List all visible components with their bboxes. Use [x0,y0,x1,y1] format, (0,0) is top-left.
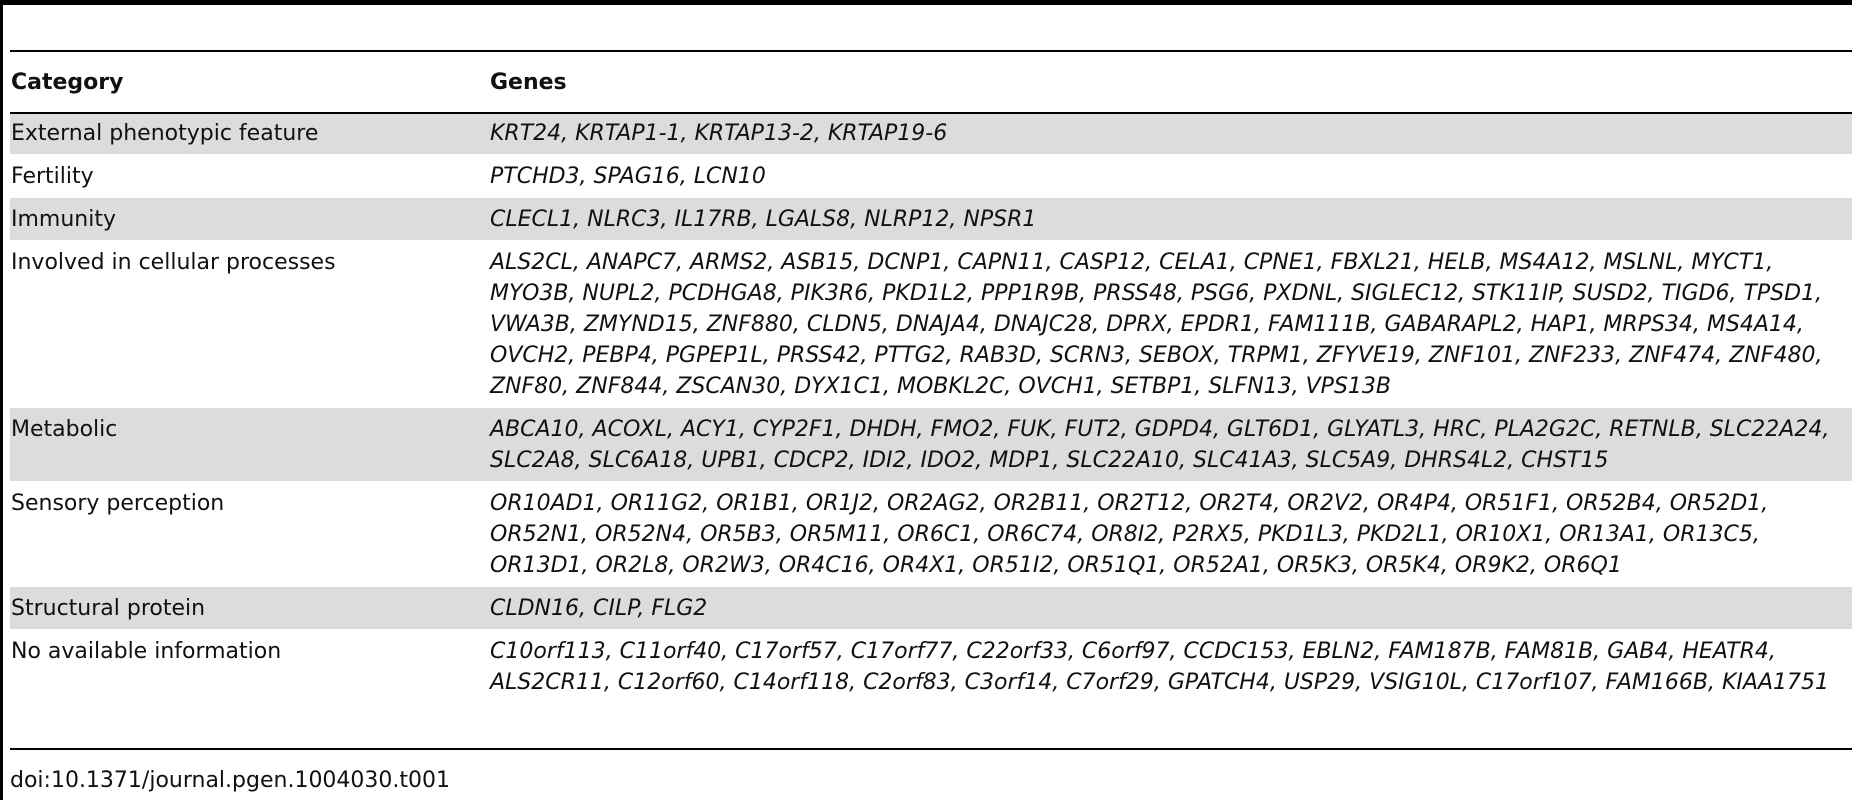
genes-cell: KRT24, KRTAP1-1, KRTAP13-2, KRTAP19-6 [490,112,1852,155]
table-row [10,408,1852,482]
table-row [10,241,1852,408]
header-bottom-rule [10,112,1852,114]
table-row [10,198,1852,241]
header-row [10,52,1852,112]
top-rule [0,0,1852,5]
category-cell: Involved in cellular processes [11,250,336,275]
table-body [10,112,1852,704]
category-cell: No available information [11,639,282,664]
category-cell: External phenotypic feature [10,112,490,155]
genes-cell: CLDN16, CILP, FLG2 [490,587,1852,630]
table-bottom-rule [10,748,1852,750]
category-cell: Structural protein [10,587,490,630]
category-cell: Sensory perception [11,491,225,516]
table-row [10,587,1852,630]
left-border [0,0,3,800]
column-header-genes: Genes [490,69,567,95]
column-header-category: Category [11,69,124,95]
table-row [10,155,1852,198]
category-cell: Fertility [11,164,94,189]
table-row [10,482,1852,587]
genes-cell: PTCHD3, SPAG16, LCN10 [490,164,766,189]
genes-cell: ALS2CL, ANAPC7, ARMS2, ASB15, DCNP1, CAPN11, CASP12, CELA1, CPNE1, FBXL21, HELB, MS4A12, MSLNL, MYCT1, MYO3B, NUPL2, PCDHGA8, PIK3R6, PKD1L2, PPP1R9B, PRSS48, PSG6, PXDNL, SIGLEC12, STK11IP, SUSD2, TIGD6, TPSD1, VWA3B, ZMYND15, ZNF880, CLDN5, DNAJA4, DNAJC28, DPRX, EPDR1, FAM111B, GABARAPL2, HAP1, MRPS34, MS4A14, OVCH2, PEBP4, PGPEP1L, PRSS42, PTTG2, RAB3D, SCRN3, SEBOX, TRPM1, ZFYVE19, ZNF101, ZNF233, ZNF474, ZNF480, ZNF80, ZNF844, ZSCAN30, DYX1C1, MOBKL2C, OVCH1, SETBP1, SLFN13, VPS13B [490,250,1823,399]
genes-cell: CLECL1, NLRC3, IL17RB, LGALS8, NLRP12, NPSR1 [490,198,1852,241]
gene-category-table [10,52,1852,704]
table-row [10,112,1852,155]
category-cell: Metabolic [10,408,490,482]
genes-cell: ABCA10, ACOXL, ACY1, CYP2F1, DHDH, FMO2, FUK, FUT2, GDPD4, GLT6D1, GLYATL3, HRC, PLA2G2C, RETNLB, SLC22A24, SLC2A8, SLC6A18, UPB1, CDCP2, IDI2, IDO2, MDP1, SLC22A10, SLC41A3, SLC5A9, DHRS4L2, CHST15 [490,408,1852,482]
table-row [10,630,1852,704]
table-header [10,52,1852,112]
doi-citation: doi:10.1371/journal.pgen.1004030.t001 [10,768,451,793]
category-cell: Immunity [10,198,490,241]
genes-cell: C10orf113, C11orf40, C17orf57, C17orf77, C22orf33, C6orf97, CCDC153, EBLN2, FAM187B, FAM81B, GAB4, HEATR4, ALS2CR11, C12orf60, C14orf118, C2orf83, C3orf14, C7orf29, GPATCH4, USP29, VSIG10L, C17orf107, FAM166B, KIAA1751 [490,639,1829,695]
genes-cell: OR10AD1, OR11G2, OR1B1, OR1J2, OR2AG2, OR2B11, OR2T12, OR2T4, OR2V2, OR4P4, OR51F1, OR52B4, OR52D1, OR52N1, OR52N4, OR5B3, OR5M11, OR6C1, OR6C74, OR8I2, P2RX5, PKD1L3, PKD2L1, OR10X1, OR13A1, OR13C5, OR13D1, OR2L8, OR2W3, OR4C16, OR4X1, OR51I2, OR51Q1, OR52A1, OR5K3, OR5K4, OR9K2, OR6Q1 [490,491,1769,578]
